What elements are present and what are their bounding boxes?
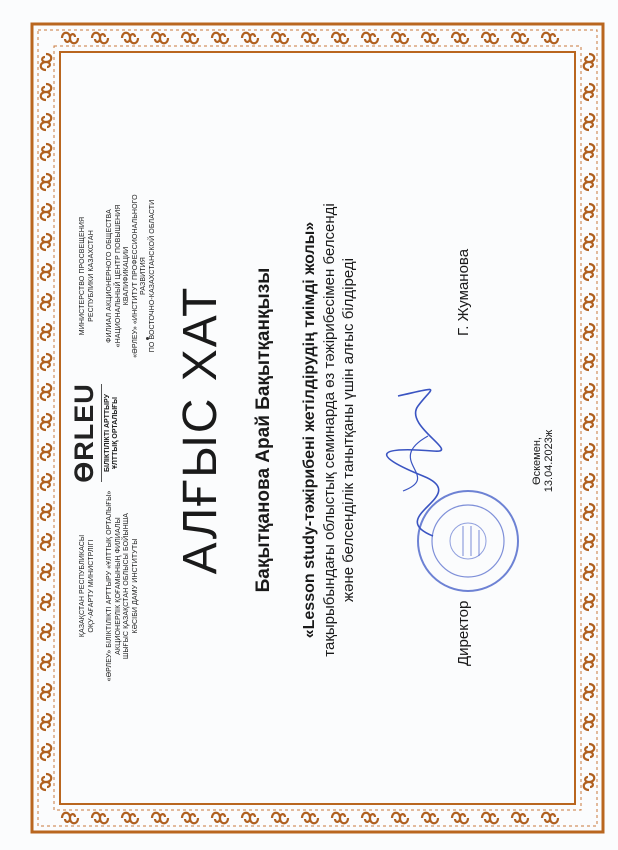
border-ornament xyxy=(302,813,318,824)
ink-dot xyxy=(146,337,149,340)
recipient-name: Бақытқанова Арай Бақытқанқызы xyxy=(253,267,274,593)
border-ornament xyxy=(584,624,595,640)
ministry-ru-header xyxy=(79,176,157,376)
border-ornament xyxy=(152,33,168,44)
border-ornament xyxy=(41,474,52,490)
border-ornament xyxy=(584,474,595,490)
border-ornament xyxy=(272,33,288,44)
logo-text: ӨRLEU xyxy=(69,383,99,483)
border-ornament xyxy=(512,813,528,824)
border-ornament xyxy=(41,714,52,730)
seminar-topic: «Lesson study-тәжірибені жетілдірудің тиімді жолы» xyxy=(301,221,318,639)
border-ornament xyxy=(41,294,52,310)
body-text: тақырыбындағы облыстық семинарда өз тәжірибесімен белсенді xyxy=(321,203,338,657)
border-ornament xyxy=(584,444,595,460)
border-ornament xyxy=(302,33,318,44)
border-ornament xyxy=(41,654,52,670)
border-ornament xyxy=(152,813,168,824)
ministry-kz-line: КӘСІБИ ДАМУ ИНСТИТУТЫ xyxy=(131,538,139,634)
border-ornament xyxy=(242,33,258,44)
border-ornament xyxy=(92,813,108,824)
border-ornament xyxy=(41,504,52,520)
border-ornament xyxy=(392,33,408,44)
border-ornament xyxy=(362,813,378,824)
director-signature xyxy=(363,376,483,546)
border-ornament xyxy=(41,564,52,580)
border-ornament xyxy=(584,684,595,700)
logo-divider xyxy=(101,384,102,482)
border-ornament xyxy=(482,813,498,824)
certificate-title: АЛҒЫС ХАТ xyxy=(174,285,227,575)
city: Өскемен, xyxy=(531,437,543,485)
border-ornament xyxy=(584,54,595,70)
border-ornament xyxy=(584,234,595,250)
border-ornament xyxy=(122,813,138,824)
border-ornament xyxy=(41,624,52,640)
border-ornament xyxy=(41,84,52,100)
border-ornament xyxy=(41,444,52,460)
border-ornament xyxy=(212,813,228,824)
border-ornament xyxy=(41,684,52,700)
logo-subtitle: БІЛІКТІЛІКТІ АРТТЫРУ xyxy=(104,394,111,472)
border-ornament xyxy=(41,174,52,190)
director-label: Директор xyxy=(455,600,472,666)
border-ornament xyxy=(62,813,78,824)
orleu-logo xyxy=(69,378,129,488)
border-ornament xyxy=(41,114,52,130)
body-text: және белсенділік танытқаны үшін алғыс білдіреді xyxy=(340,258,357,602)
place-date xyxy=(531,416,555,506)
ministry-kz-line: АКЦИОНЕРЛІК ҚОҒАМЫНЫҢ ФИЛИАЛЫ xyxy=(114,517,122,655)
border-ornament xyxy=(92,33,108,44)
border-ornament xyxy=(41,54,52,70)
date: 13.04.2023ж xyxy=(543,429,555,493)
ministry-kz-line: ОҚУ-АҒАРТУ МИНИСТРЛІГІ xyxy=(87,539,95,633)
ministry-kz-line: ҚАЗАҚСТАН РЕСПУБЛИКАСЫ xyxy=(79,534,86,638)
ministry-ru-line: ФИЛИАЛ АКЦИОНЕРНОГО ОБЩЕСТВА xyxy=(106,209,113,343)
border-ornament xyxy=(41,594,52,610)
border-ornament xyxy=(542,33,558,44)
border-ornament xyxy=(584,174,595,190)
border-ornament xyxy=(584,714,595,730)
border-ornament xyxy=(41,144,52,160)
border-ornament xyxy=(584,204,595,220)
border-ornament xyxy=(584,114,595,130)
border-ornament xyxy=(122,33,138,44)
border-ornament xyxy=(62,33,78,44)
border-ornament xyxy=(332,813,348,824)
border-ornament xyxy=(512,33,528,44)
border-ornament xyxy=(41,324,52,340)
border-ornament xyxy=(584,504,595,520)
border-ornament xyxy=(41,414,52,430)
ministry-ru-line: РЕСПУБЛИКИ КАЗАХСТАН xyxy=(87,230,95,322)
ministry-kz-line: «ӨРЛЕУ» БІЛІКТІЛІКТІ АРТТЫРУ «ҰЛТТЫҚ ОРТАЛЫҒЫ» xyxy=(106,490,113,682)
border-ornament xyxy=(482,33,498,44)
border-ornament xyxy=(422,33,438,44)
border-ornament xyxy=(584,144,595,160)
border-ornament xyxy=(41,774,52,790)
certificate-content xyxy=(63,54,561,806)
border-ornament xyxy=(41,744,52,760)
border-ornament xyxy=(41,234,52,250)
logo-subtitle: ҰЛТТЫҚ ОРТАЛЫҒЫ xyxy=(112,397,119,470)
border-ornament xyxy=(452,33,468,44)
border-ornament xyxy=(542,813,558,824)
ministry-kz-header xyxy=(79,486,140,686)
ministry-ru-line: «ӨРЛЕУ» «ИНСТИТУТ ПРОФЕССИОНАЛЬНОГО РАЗВИТИЯ xyxy=(131,194,147,358)
border-ornament xyxy=(182,813,198,824)
border-ornament xyxy=(584,774,595,790)
border-ornament xyxy=(584,654,595,670)
border-ornament xyxy=(584,324,595,340)
border-ornament xyxy=(41,384,52,400)
border-ornament xyxy=(584,564,595,580)
border-ornament xyxy=(242,813,258,824)
border-ornament xyxy=(212,33,228,44)
border-ornament xyxy=(272,813,288,824)
border-ornament xyxy=(584,84,595,100)
border-ornament xyxy=(41,354,52,370)
border-ornament xyxy=(422,813,438,824)
border-ornament xyxy=(584,354,595,370)
border-ornament xyxy=(41,204,52,220)
ministry-ru-line: ПО ВОСТОЧНО-КАЗАХСТАНСКОЙ ОБЛАСТИ xyxy=(148,199,156,353)
director-name: Г. Жуманова xyxy=(455,248,472,336)
ministry-ru-line: «НАЦИОНАЛЬНЫЙ ЦЕНТР ПОВЫШЕНИЯ КВАЛИФИКАЦИИ xyxy=(114,204,130,348)
ministry-kz-line: ШЫҒЫС ҚАЗАҚСТАН ОБЛЫСЫ БОЙЫНША xyxy=(123,512,130,660)
border-ornament xyxy=(362,33,378,44)
border-ornament xyxy=(332,33,348,44)
border-ornament xyxy=(584,264,595,280)
border-ornament xyxy=(584,414,595,430)
border-ornament xyxy=(584,294,595,310)
border-ornament xyxy=(41,264,52,280)
border-ornament xyxy=(584,594,595,610)
border-ornament xyxy=(392,813,408,824)
border-ornament xyxy=(584,384,595,400)
border-ornament xyxy=(584,534,595,550)
border-ornament xyxy=(41,534,52,550)
border-ornament xyxy=(182,33,198,44)
border-ornament xyxy=(584,744,595,760)
ministry-ru-line: МИНИСТЕРСТВО ПРОСВЕЩЕНИЯ xyxy=(79,216,86,336)
border-ornament xyxy=(452,813,468,824)
